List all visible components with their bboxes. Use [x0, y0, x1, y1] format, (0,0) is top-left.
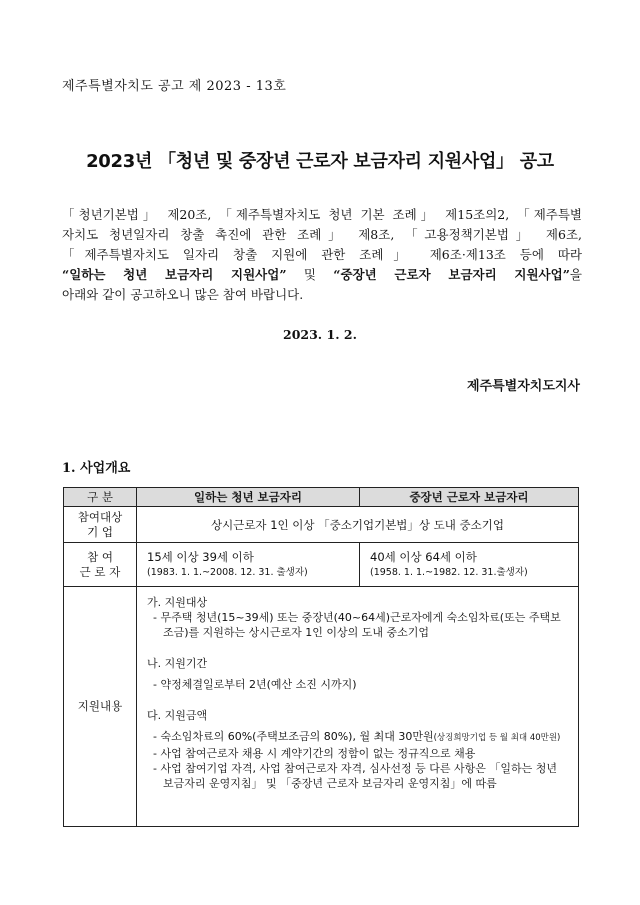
support-period-heading: 나. 지원기간	[147, 657, 208, 670]
table-header: 중장년 근로자 보금자리	[360, 488, 579, 507]
hiring-condition-item: - 사업 참여근로자 채용 시 계약기간의 정함이 없는 정규직으로 채용	[153, 747, 476, 760]
youth-program-name: “일하는 청년 보금자리 지원사업”	[62, 267, 287, 282]
row-label	[64, 507, 137, 543]
support-amount-item	[153, 729, 568, 746]
intro-line: 자치도 청년일자리 창출 촉진에 관한 조례」 제8조, 「고용정책기본법」 제6조,	[62, 227, 582, 242]
support-details	[137, 587, 579, 827]
row-label-line: 참 여	[87, 549, 113, 564]
intro-particle: 을	[569, 267, 582, 282]
senior-age: 40세 이상 64세 이하	[370, 549, 477, 564]
table-row	[64, 543, 579, 587]
table-row	[64, 587, 579, 827]
table-row	[64, 507, 579, 543]
support-amount-heading: 다. 지원금액	[147, 709, 208, 722]
row-label-line: 기 업	[87, 524, 113, 539]
table-header: 구 분	[64, 488, 137, 507]
row-label: 지원내용	[64, 587, 137, 827]
notice-date: 2023. 1. 2.	[283, 327, 357, 342]
intro-line	[62, 265, 582, 285]
notice-number: 제주특별자치도 공고 제 2023 - 13호	[62, 79, 287, 94]
intro-line: 「제주특별자치도 일자리 창출 지원에 관한 조례」 제6조·제13조 등에 따라	[62, 247, 582, 262]
youth-age: 15세 이상 39세 이하	[147, 549, 254, 564]
page-title: 2023년 「청년 및 중장년 근로자 보금자리 지원사업」 공고	[86, 151, 554, 172]
table-header: 일하는 청년 보금자리	[137, 488, 360, 507]
youth-birth-range: (1983. 1. 1.~2008. 12. 31. 출생자)	[147, 566, 308, 578]
intro-conjunction: 및	[286, 267, 334, 282]
table-header-row	[64, 488, 579, 507]
program-outline-table	[63, 487, 579, 827]
section-title: 1. 사업개요	[62, 461, 131, 476]
issuer: 제주특별자치도지사	[466, 379, 580, 394]
support-amount-text: - 숙소임차료의 60%(주택보조금의 80%), 월 최대 30만원	[153, 730, 434, 743]
eligible-company: 상시근로자 1인 이상 「중소기업기본법」상 도내 중소기업	[137, 507, 579, 543]
intro-line: 「청년기본법」 제20조, 「제주특별자치도 청년 기본 조례」 제15조의2, 「제주특별	[62, 207, 582, 222]
intro-line: 아래와 같이 공고하오니 많은 참여 바랍니다.	[62, 287, 304, 302]
support-target-item: - 무주택 청년(15~39세) 또는 중장년(40~64세)근로자에게 숙소임차료(또는 주택보조금)를 지원하는 상시근로자 1인 이상의 도내 중소기업	[153, 611, 561, 639]
support-target-heading: 가. 지원대상	[147, 596, 208, 609]
senior-birth-range: (1958. 1. 1.~1982. 12. 31.출생자)	[370, 566, 528, 578]
senior-eligibility	[360, 543, 579, 587]
intro-paragraph	[62, 205, 582, 305]
support-amount-note: (상징희망기업 등 월 최대 40만원)	[433, 733, 561, 743]
support-period-item: - 약정체결일로부터 2년(예산 소진 시까지)	[153, 678, 357, 691]
row-label-line: 참여대상	[77, 509, 123, 524]
row-label-line: 근 로 자	[79, 564, 121, 579]
other-guidelines-item: - 사업 참여기업 자격, 사업 참여근로자 자격, 심사선정 등 다른 사항은 「일하는 청년 보금자리 운영지침」 및 「중장년 근로자 보금자리 운영지침」에 따름	[153, 762, 557, 790]
row-label	[64, 543, 137, 587]
youth-eligibility	[137, 543, 360, 587]
senior-program-name: “중장년 근로자 보금자리 지원사업”	[333, 267, 570, 282]
